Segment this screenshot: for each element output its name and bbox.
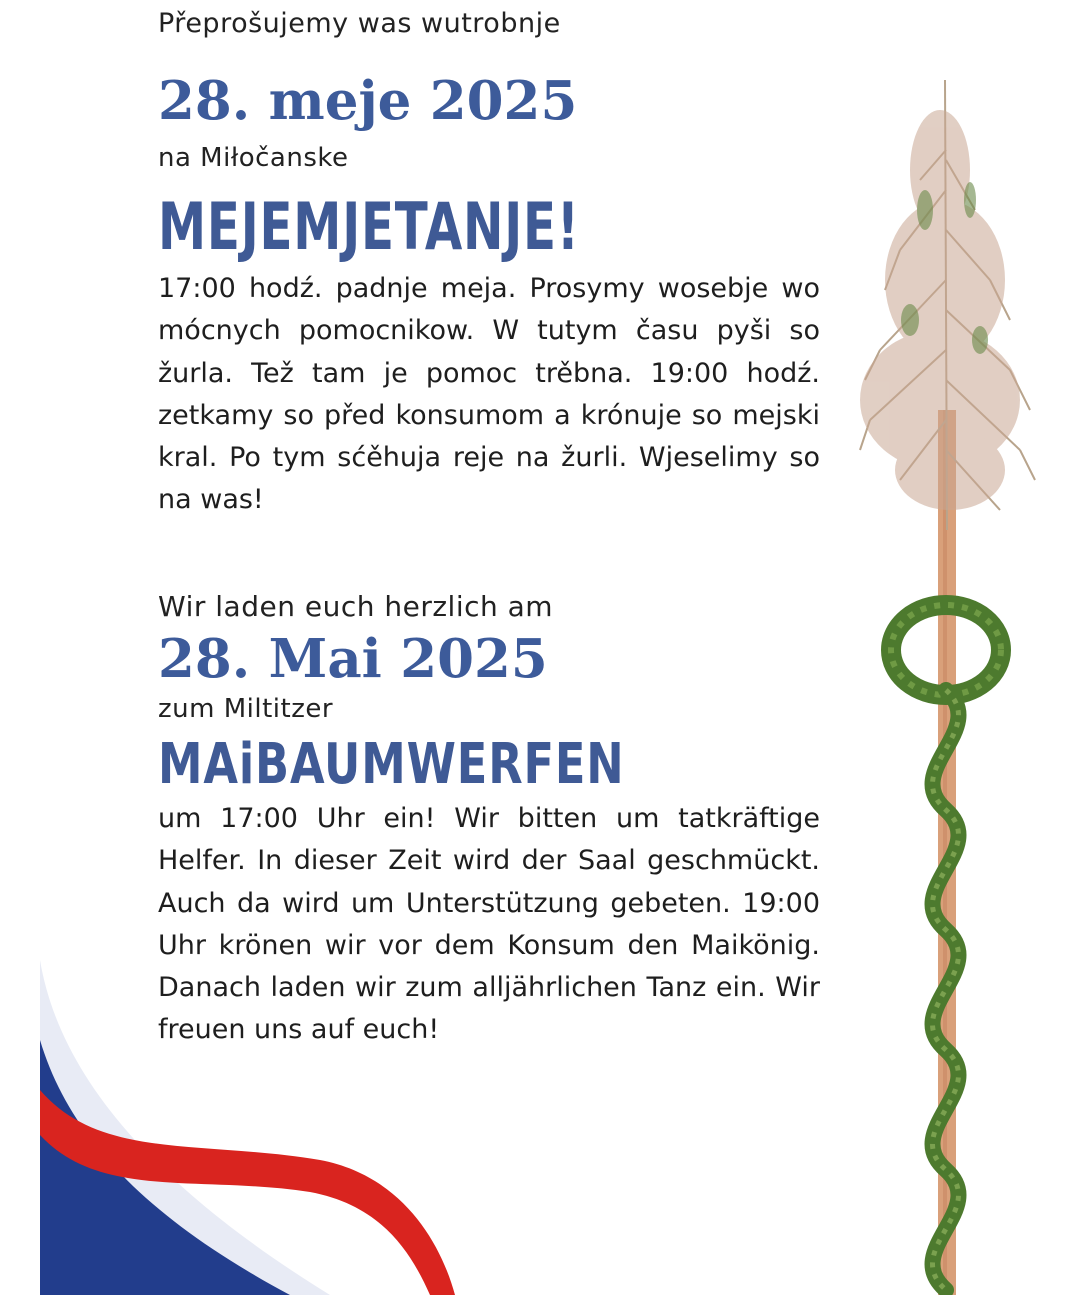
german-body: um 17:00 Uhr ein! Wir bitten um tatkräftige Helfer. In dieser Zeit wird der Saal geschmückt. Auch da wird um Unterstützung gebeten. 19:00 Uhr krönen wir vor dem Konsum den Maikönig. Danach laden wir zum alljährlichen Tanz ein. Wir freuen uns auf euch! (158, 803, 820, 1046)
german-intro: Wir laden euch herzlich am (158, 590, 554, 623)
sorbian-subtitle: na Miłočanske (158, 143, 349, 173)
german-subtitle: zum Miltitzer (158, 694, 334, 724)
sorbian-title: MEJEMJETANJE! (158, 188, 580, 265)
sorbian-date: 28. meje 2025 (158, 70, 578, 132)
german-date: 28. Mai 2025 (158, 628, 548, 690)
flag-ribbons (0, 960, 470, 1295)
birch-leaves (860, 110, 1020, 510)
maypole-illustration (840, 50, 1070, 1295)
sorbian-body: 17:00 hodź. padnje meja. Prosymy wosebje wo mócnych pomocnikow. W tutym času pyši so žurla. Tež tam je pomoc trěbna. 19:00 hodź. zetkamy so před konsumom a krónuje so mejski kral. Po tym sćěhuja reje na žurli. Wjeselimy so na was! (158, 273, 820, 516)
sorbian-intro: Přeprošujemy was wutrobnje (158, 8, 561, 39)
german-title: MAiBAUMWERFEN (158, 732, 625, 797)
